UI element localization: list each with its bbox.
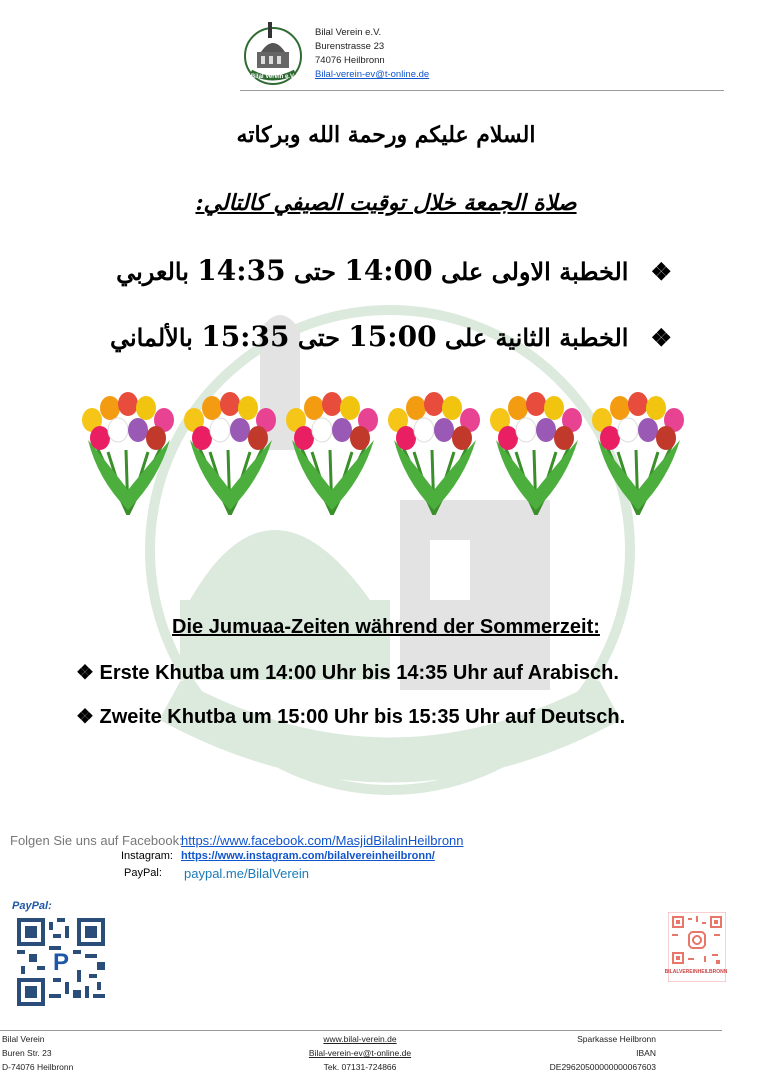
arabic-khutba-2-start: 15:00 — [348, 320, 437, 353]
footer-iban-number: DE29620500000000067603 — [549, 1062, 656, 1072]
org-email-link[interactable]: Bilal-verein-ev@t-online.de — [315, 69, 430, 80]
arabic-khutba-1 — [116, 254, 672, 287]
tulip-bouquet-5 — [490, 392, 582, 515]
german-title: Die Jumuaa-Zeiten während der Sommerzeit: — [172, 616, 600, 638]
org-address — [315, 26, 429, 82]
instagram-label: Instagram: — [121, 850, 173, 862]
bullet-icon: ❖ — [650, 257, 672, 286]
instagram-qr-label: BILALVEREINHEILBRONN — [664, 969, 728, 975]
arabic-khutba-2-text-b: حتى — [289, 323, 349, 352]
tulip-bouquets — [78, 390, 688, 515]
arabic-khutba-2-text-a: الخطبة الثانية على — [436, 323, 629, 352]
tulip-bouquet-1 — [82, 392, 174, 515]
footer-divider — [0, 1030, 722, 1031]
svg-text:P: P — [52, 949, 70, 976]
arabic-khutba-1-text-c: بالعربي — [116, 257, 198, 286]
tulip-bouquet-6 — [592, 392, 684, 515]
bullet-icon: ❖ — [650, 323, 672, 352]
facebook-link[interactable]: https://www.facebook.com/MasjidBilalinHeilbronn — [181, 833, 464, 848]
paypal-link[interactable]: paypal.me/BilalVerein — [184, 866, 310, 881]
facebook-label: Folgen Sie uns auf Facebook: — [10, 833, 183, 848]
tulip-bouquet-2 — [184, 392, 276, 515]
footer-contact — [300, 1032, 420, 1074]
arabic-khutba-1-end: 14:35 — [197, 254, 286, 287]
footer-city: D-74076 Heilbronn — [2, 1062, 74, 1072]
arabic-khutba-1-text-a: الخطبة الاولى على — [432, 257, 629, 286]
arabic-khutba-1-text-b: حتى — [285, 257, 345, 286]
arabic-khutba-2 — [110, 320, 672, 353]
footer-phone: Tek. 07131-724866 — [323, 1062, 397, 1072]
footer-address — [2, 1032, 73, 1074]
header-divider — [240, 90, 724, 91]
footer-email-link[interactable]: Bilal-verein-ev@t-online.de — [308, 1048, 412, 1058]
footer-iban-label: IBAN — [636, 1048, 656, 1058]
logo-text: Bilal Verein e.V. — [250, 74, 296, 80]
instagram-link[interactable]: https://www.instagram.com/bilalvereinheilbronn/ — [181, 850, 435, 862]
tulip-bouquet-4 — [388, 392, 480, 515]
paypal-qr-code[interactable] — [17, 918, 105, 1006]
footer-bank-name: Sparkasse Heilbronn — [577, 1034, 656, 1044]
footer-website-link[interactable]: www.bilal-verein.de — [323, 1034, 397, 1044]
german-khutba-2: ❖ Zweite Khutba um 15:00 Uhr bis 15:35 Uhr auf Deutsch. — [76, 706, 626, 728]
org-street: Burenstrasse 23 — [315, 41, 385, 52]
bilal-verein-logo — [243, 18, 303, 86]
footer-street: Buren Str. 23 — [2, 1048, 52, 1058]
arabic-greeting: السلام عليكم ورحمة الله وبركاته — [236, 122, 536, 148]
tulip-bouquet-3 — [286, 392, 378, 515]
paypal-heading: PayPal: — [12, 900, 52, 912]
footer-org: Bilal Verein — [2, 1034, 45, 1044]
german-khutba-1: ❖ Erste Khutba um 14:00 Uhr bis 14:35 Uhr auf Arabisch. — [76, 662, 619, 684]
arabic-subtitle: صلاة الجمعة خلال توقيت الصيفي كالتالي: — [195, 190, 577, 216]
arabic-khutba-2-end: 15:35 — [201, 320, 290, 353]
footer-bank — [538, 1032, 656, 1074]
org-city: 74076 Heilbronn — [315, 55, 385, 66]
arabic-khutba-1-start: 14:00 — [344, 254, 433, 287]
arabic-khutba-2-text-c: بالألماني — [110, 323, 202, 352]
org-name: Bilal Verein e.V. — [315, 27, 382, 38]
paypal-label: PayPal: — [124, 867, 162, 879]
